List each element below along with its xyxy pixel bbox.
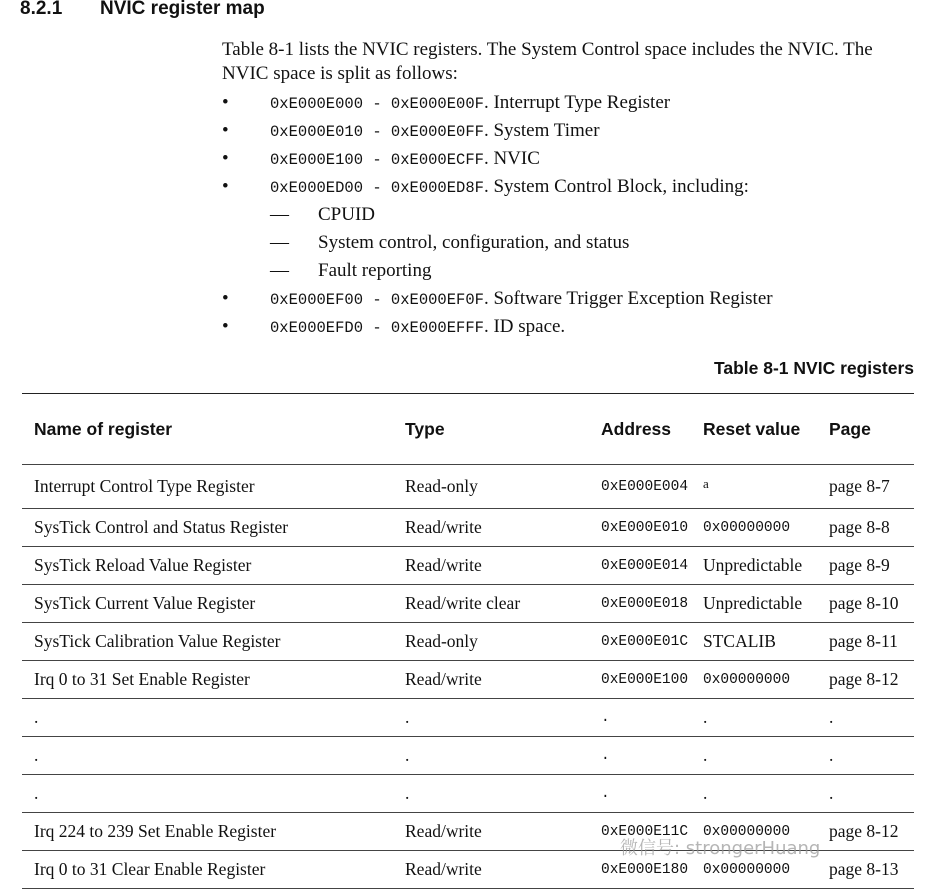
table-row bbox=[22, 465, 914, 509]
address-range: 0xE000EF00 - 0xE000EF0F bbox=[270, 291, 484, 309]
cell-reset-value: a bbox=[691, 465, 817, 509]
address-range: 0xE000EFD0 - 0xE000EFFF bbox=[270, 319, 484, 337]
cell-type: Read/write bbox=[393, 661, 589, 699]
cell-address: 0xE000E010 bbox=[589, 509, 691, 547]
header-name: Name of register bbox=[22, 394, 393, 465]
table-row bbox=[22, 661, 914, 699]
cell-reset-value: 0x00000000 bbox=[691, 661, 817, 699]
cell-register-name: SysTick Calibration Value Register bbox=[22, 623, 393, 661]
header-page: Page bbox=[817, 394, 914, 465]
sub-list-item bbox=[222, 201, 773, 229]
list-item bbox=[222, 313, 773, 341]
cell-page: page 8-8 bbox=[817, 509, 914, 547]
intro-paragraph: Table 8-1 lists the NVIC registers. The System Control space includes the NVIC. The NVIC space is split as follows: bbox=[222, 39, 873, 84]
sub-item-label: CPUID bbox=[318, 204, 376, 225]
cell-address: 0xE000E018 bbox=[589, 585, 691, 623]
cell-address: 0xE000E11C bbox=[589, 813, 691, 851]
table-header-row bbox=[22, 394, 914, 465]
cell-register-name: Irq 224 to 239 Set Enable Register bbox=[22, 813, 393, 851]
list-item bbox=[222, 285, 773, 313]
cell-register-name: SysTick Current Value Register bbox=[22, 585, 393, 623]
sub-item-label: Fault reporting bbox=[318, 260, 432, 281]
bullet-icon: • bbox=[222, 176, 229, 197]
cell-address: 0xE000E100 bbox=[589, 661, 691, 699]
cell-page: page 8-12 bbox=[817, 813, 914, 851]
cell-type: Read/write clear bbox=[393, 585, 589, 623]
bullet-icon: • bbox=[222, 120, 229, 141]
list-item bbox=[222, 173, 773, 201]
table-row bbox=[22, 623, 914, 661]
range-description: . System Timer bbox=[483, 120, 600, 141]
range-description: . System Control Block, including: bbox=[483, 176, 749, 197]
bullet-icon: • bbox=[222, 148, 229, 169]
cell-register-name: . bbox=[22, 775, 393, 813]
nvic-register-table bbox=[22, 393, 914, 889]
cell-page: . bbox=[817, 699, 914, 737]
section-heading bbox=[20, 0, 265, 20]
cell-page: page 8-12 bbox=[817, 661, 914, 699]
cell-page: page 8-10 bbox=[817, 585, 914, 623]
cell-register-name: . bbox=[22, 737, 393, 775]
cell-page: page 8-9 bbox=[817, 547, 914, 585]
range-description: . Software Trigger Exception Register bbox=[483, 288, 773, 309]
header-address: Address bbox=[589, 394, 691, 465]
cell-address: . bbox=[589, 699, 691, 737]
dash-icon: — bbox=[270, 232, 289, 253]
list-item bbox=[222, 89, 773, 117]
cell-page: . bbox=[817, 775, 914, 813]
table-caption: Table 8-1 NVIC registers bbox=[713, 358, 914, 378]
sub-list-item bbox=[222, 229, 773, 257]
cell-address: 0xE000E180 bbox=[589, 851, 691, 889]
cell-reset-value: Unpredictable bbox=[691, 547, 817, 585]
section-title: NVIC register map bbox=[100, 0, 265, 19]
address-range: 0xE000E000 - 0xE000E00F bbox=[270, 95, 484, 113]
cell-register-name: SysTick Reload Value Register bbox=[22, 547, 393, 585]
table-row bbox=[22, 775, 914, 813]
cell-type: . bbox=[393, 699, 589, 737]
cell-page: page 8-7 bbox=[817, 465, 914, 509]
bullet-icon: • bbox=[222, 316, 229, 337]
address-range: 0xE000ED00 - 0xE000ED8F bbox=[270, 179, 484, 197]
header-reset-value: Reset value bbox=[691, 394, 817, 465]
cell-reset-value: Unpredictable bbox=[691, 585, 817, 623]
cell-register-name: Irq 0 to 31 Clear Enable Register bbox=[22, 851, 393, 889]
cell-page: . bbox=[817, 737, 914, 775]
range-description: . ID space. bbox=[483, 316, 566, 337]
address-range-list bbox=[222, 89, 773, 341]
cell-reset-value: . bbox=[691, 699, 817, 737]
cell-type: Read/write bbox=[393, 813, 589, 851]
cell-type: Read-only bbox=[393, 623, 589, 661]
cell-page: page 8-11 bbox=[817, 623, 914, 661]
cell-type: . bbox=[393, 737, 589, 775]
bullet-icon: • bbox=[222, 288, 229, 309]
address-range: 0xE000E100 - 0xE000ECFF bbox=[270, 151, 484, 169]
cell-type: Read/write bbox=[393, 851, 589, 889]
table-row bbox=[22, 509, 914, 547]
cell-reset-value: 0x00000000 bbox=[691, 813, 817, 851]
cell-type: Read/write bbox=[393, 509, 589, 547]
table-row bbox=[22, 547, 914, 585]
address-range: 0xE000E010 - 0xE000E0FF bbox=[270, 123, 484, 141]
cell-address: 0xE000E004 bbox=[589, 465, 691, 509]
list-item bbox=[222, 117, 773, 145]
cell-type: Read/write bbox=[393, 547, 589, 585]
range-description: . NVIC bbox=[483, 148, 540, 169]
cell-address: . bbox=[589, 775, 691, 813]
cell-reset-value: STCALIB bbox=[691, 623, 817, 661]
cell-register-name: Irq 0 to 31 Set Enable Register bbox=[22, 661, 393, 699]
dash-icon: — bbox=[270, 260, 289, 281]
table-row bbox=[22, 585, 914, 623]
cell-type: . bbox=[393, 775, 589, 813]
cell-address: 0xE000E014 bbox=[589, 547, 691, 585]
dash-icon: — bbox=[270, 204, 289, 225]
bullet-icon: • bbox=[222, 92, 229, 113]
header-type: Type bbox=[393, 394, 589, 465]
watermark: 微信号: strongerHuang bbox=[620, 838, 821, 859]
cell-address: 0xE000E01C bbox=[589, 623, 691, 661]
cell-register-name: . bbox=[22, 699, 393, 737]
cell-reset-value: . bbox=[691, 775, 817, 813]
cell-register-name: SysTick Control and Status Register bbox=[22, 509, 393, 547]
table-body bbox=[22, 465, 914, 889]
sub-list-item bbox=[222, 257, 773, 285]
cell-page: page 8-13 bbox=[817, 851, 914, 889]
range-description: . Interrupt Type Register bbox=[483, 92, 671, 113]
table-row bbox=[22, 737, 914, 775]
cell-address: . bbox=[589, 737, 691, 775]
section-number: 8.2.1 bbox=[20, 0, 63, 19]
cell-reset-value: 0x00000000 bbox=[691, 851, 817, 889]
list-item bbox=[222, 145, 773, 173]
table-row bbox=[22, 699, 914, 737]
cell-register-name: Interrupt Control Type Register bbox=[22, 465, 393, 509]
cell-type: Read-only bbox=[393, 465, 589, 509]
sub-item-label: System control, configuration, and status bbox=[318, 232, 630, 253]
cell-reset-value: . bbox=[691, 737, 817, 775]
cell-reset-value: 0x00000000 bbox=[691, 509, 817, 547]
